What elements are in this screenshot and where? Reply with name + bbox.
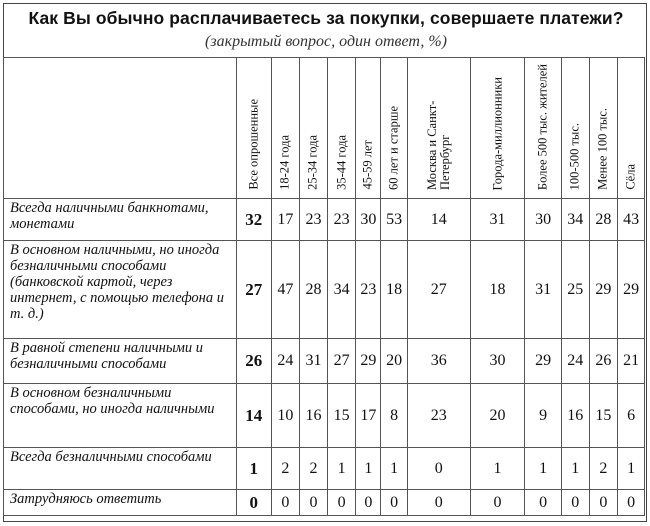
value-cell: 20 bbox=[381, 339, 408, 384]
survey-table-frame bbox=[3, 3, 647, 522]
table-row bbox=[4, 384, 645, 448]
value-cell: 14 bbox=[407, 199, 470, 241]
total-value-cell: 32 bbox=[237, 199, 272, 241]
value-cell: 17 bbox=[271, 199, 300, 241]
value-cell: 1 bbox=[327, 448, 356, 490]
value-cell: 15 bbox=[589, 384, 618, 448]
value-cell: 1 bbox=[470, 448, 525, 490]
value-cell: 1 bbox=[561, 448, 589, 490]
column-header bbox=[300, 58, 328, 199]
total-value-cell: 26 bbox=[237, 339, 272, 384]
column-header-label: 25-34 года bbox=[305, 135, 320, 190]
value-cell: 2 bbox=[300, 448, 328, 490]
column-header bbox=[561, 58, 589, 199]
value-cell: 18 bbox=[381, 241, 408, 339]
value-cell: 16 bbox=[561, 384, 589, 448]
value-cell: 2 bbox=[271, 448, 300, 490]
column-header bbox=[327, 58, 356, 199]
value-cell: 0 bbox=[589, 490, 618, 516]
value-cell: 6 bbox=[618, 384, 645, 448]
value-cell: 30 bbox=[525, 199, 561, 241]
value-cell: 23 bbox=[327, 199, 356, 241]
value-cell: 24 bbox=[271, 339, 300, 384]
column-header-label: Города-миллионники bbox=[490, 76, 505, 190]
value-cell: 0 bbox=[525, 490, 561, 516]
value-cell: 0 bbox=[470, 490, 525, 516]
value-cell: 31 bbox=[470, 199, 525, 241]
total-value-cell: 27 bbox=[237, 241, 272, 339]
table-row bbox=[4, 490, 645, 516]
total-value-cell: 1 bbox=[237, 448, 272, 490]
value-cell: 10 bbox=[271, 384, 300, 448]
value-cell: 0 bbox=[300, 490, 328, 516]
header-corner-cell bbox=[4, 58, 237, 199]
value-cell: 8 bbox=[381, 384, 408, 448]
value-cell: 1 bbox=[525, 448, 561, 490]
row-label: В основном безналичными способами, но иногда наличными bbox=[4, 384, 237, 448]
table-row bbox=[4, 199, 645, 241]
value-cell: 47 bbox=[271, 241, 300, 339]
column-header bbox=[470, 58, 525, 199]
value-cell: 15 bbox=[327, 384, 356, 448]
value-cell: 31 bbox=[525, 241, 561, 339]
value-cell: 23 bbox=[300, 199, 328, 241]
table-row bbox=[4, 448, 645, 490]
value-cell: 43 bbox=[618, 199, 645, 241]
value-cell: 1 bbox=[618, 448, 645, 490]
value-cell: 0 bbox=[561, 490, 589, 516]
value-cell: 20 bbox=[470, 384, 525, 448]
value-cell: 0 bbox=[356, 490, 381, 516]
total-value-cell: 14 bbox=[237, 384, 272, 448]
column-header bbox=[618, 58, 645, 199]
survey-title: Как Вы обычно расплачиваетесь за покупки, совершаете платежи? bbox=[28, 8, 624, 28]
value-cell: 21 bbox=[618, 339, 645, 384]
value-cell: 34 bbox=[327, 241, 356, 339]
column-header bbox=[407, 58, 470, 199]
value-cell: 36 bbox=[407, 339, 470, 384]
value-cell: 34 bbox=[561, 199, 589, 241]
column-header-label: Москва и Санкт-Петербург bbox=[424, 100, 452, 190]
value-cell: 27 bbox=[407, 241, 470, 339]
value-cell: 29 bbox=[589, 241, 618, 339]
column-header-label: Сёла bbox=[623, 164, 638, 190]
value-cell: 9 bbox=[525, 384, 561, 448]
survey-results-table bbox=[3, 57, 645, 516]
value-cell: 30 bbox=[356, 199, 381, 241]
value-cell: 0 bbox=[327, 490, 356, 516]
value-cell: 0 bbox=[271, 490, 300, 516]
value-cell: 1 bbox=[356, 448, 381, 490]
column-header bbox=[237, 58, 272, 199]
column-header bbox=[525, 58, 561, 199]
total-value-cell: 0 bbox=[237, 490, 272, 516]
row-label: В основном наличными, но иногда безналичными способами (банковской картой, через интернет, с помощью телефона и т. д.) bbox=[4, 241, 237, 339]
column-header bbox=[356, 58, 381, 199]
column-header-label: 60 лет и старше bbox=[386, 106, 401, 190]
value-cell: 30 bbox=[470, 339, 525, 384]
value-cell: 31 bbox=[300, 339, 328, 384]
row-label: В равной степени наличными и безналичными способами bbox=[4, 339, 237, 384]
value-cell: 26 bbox=[589, 339, 618, 384]
row-label: Всегда наличными банкнотами, монетами bbox=[4, 199, 237, 241]
value-cell: 29 bbox=[525, 339, 561, 384]
value-cell: 53 bbox=[381, 199, 408, 241]
value-cell: 29 bbox=[618, 241, 645, 339]
column-header-label: 100-500 тыс. bbox=[567, 122, 582, 190]
column-header-label: 35-44 года bbox=[334, 135, 349, 190]
value-cell: 23 bbox=[356, 241, 381, 339]
value-cell: 23 bbox=[407, 384, 470, 448]
column-header-label: 18-24 года bbox=[277, 135, 292, 190]
value-cell: 28 bbox=[300, 241, 328, 339]
value-cell: 18 bbox=[470, 241, 525, 339]
value-cell: 27 bbox=[327, 339, 356, 384]
table-row bbox=[4, 241, 645, 339]
column-header bbox=[271, 58, 300, 199]
column-header-label: 45-59 лет bbox=[360, 140, 375, 190]
value-cell: 0 bbox=[407, 490, 470, 516]
value-cell: 24 bbox=[561, 339, 589, 384]
table-row bbox=[4, 339, 645, 384]
value-cell: 28 bbox=[589, 199, 618, 241]
value-cell: 0 bbox=[381, 490, 408, 516]
value-cell: 17 bbox=[356, 384, 381, 448]
value-cell: 0 bbox=[407, 448, 470, 490]
value-cell: 2 bbox=[589, 448, 618, 490]
value-cell: 1 bbox=[381, 448, 408, 490]
value-cell: 29 bbox=[356, 339, 381, 384]
value-cell: 25 bbox=[561, 241, 589, 339]
survey-subtitle: (закрытый вопрос, один ответ, %) bbox=[205, 33, 447, 50]
value-cell: 0 bbox=[618, 490, 645, 516]
column-header-label: Все опрошенные bbox=[246, 99, 261, 190]
column-header-label: Более 500 тыс. жителей bbox=[535, 63, 550, 190]
column-header bbox=[589, 58, 618, 199]
row-label: Затрудняюсь ответить bbox=[4, 490, 237, 516]
row-label: Всегда безналичными способами bbox=[4, 448, 237, 490]
value-cell: 16 bbox=[300, 384, 328, 448]
column-header bbox=[381, 58, 408, 199]
column-header-row bbox=[4, 58, 645, 199]
column-header-label: Менее 100 тыс. bbox=[595, 108, 610, 190]
